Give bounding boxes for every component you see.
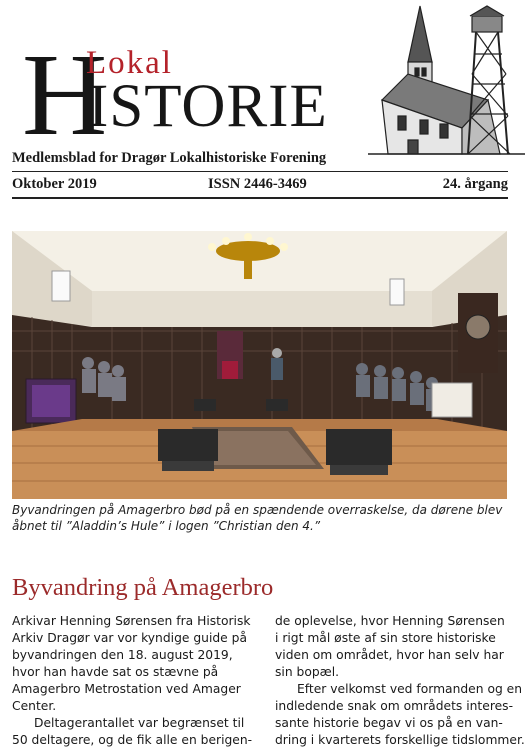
issn: ISSN 2446-3469 xyxy=(208,176,307,192)
caption-line: Byvandringen på Amagerbro bød på en spændende overraskelse, da dørene blev xyxy=(12,503,503,517)
volume: 24. årgang xyxy=(442,176,508,192)
issue-info-row xyxy=(12,176,508,196)
text-line: dring i kvarterets forskellige tidslommer. xyxy=(275,733,525,747)
text-line: viden om området, hvor han selv har xyxy=(275,648,504,662)
text-line: indledende snak om områdets interes- xyxy=(275,699,514,713)
subtitle: Medlemsblad for Dragør Lokalhistoriske Forening xyxy=(12,150,327,166)
church-tower-illustration xyxy=(368,4,525,160)
text-line: 50 deltagere, og de fik alle en berigen- xyxy=(12,733,253,747)
text-line: hvor han havde sat os stævne på xyxy=(12,665,219,679)
text-line: Arkivar Henning Sørensen fra Historisk xyxy=(12,614,251,628)
article-headline: Byvandring på Amagerbro xyxy=(12,574,274,601)
photo-caption xyxy=(12,502,512,534)
logo-initial: H xyxy=(22,29,108,160)
article-column-right xyxy=(275,613,525,749)
masthead xyxy=(12,0,517,200)
text-line: Efter velkomst ved formanden og en xyxy=(297,682,523,696)
logo-historie: ISTORIE xyxy=(88,73,328,140)
article-column-left xyxy=(12,613,253,749)
text-line: Center. xyxy=(12,699,57,713)
text-line: i rigt mål øste af sin store historiske xyxy=(275,631,496,645)
text-line: Arkiv Dragør var vor kyndige guide på xyxy=(12,631,247,645)
issue-date: Oktober 2019 xyxy=(12,176,97,192)
text-line: Amagerbro Metrostation ved Amager xyxy=(12,682,241,696)
text-line: sante historie begav vi os på en van- xyxy=(275,716,503,730)
text-line: sin bopæl. xyxy=(275,665,340,679)
text-line: de oplevelse, hvor Henning Sørensen xyxy=(275,614,505,628)
logo-lokal: Lokal xyxy=(86,45,173,81)
text-line: byvandringen den 18. august 2019, xyxy=(12,648,233,662)
caption-line: åbnet til ”Aladdin’s Hule” i logen ”Christian den 4.” xyxy=(12,519,321,533)
divider xyxy=(12,171,508,172)
text-line: Deltagerantallet var begrænset til xyxy=(34,716,245,730)
lodge-hall-photo xyxy=(12,231,507,499)
divider xyxy=(12,197,508,199)
